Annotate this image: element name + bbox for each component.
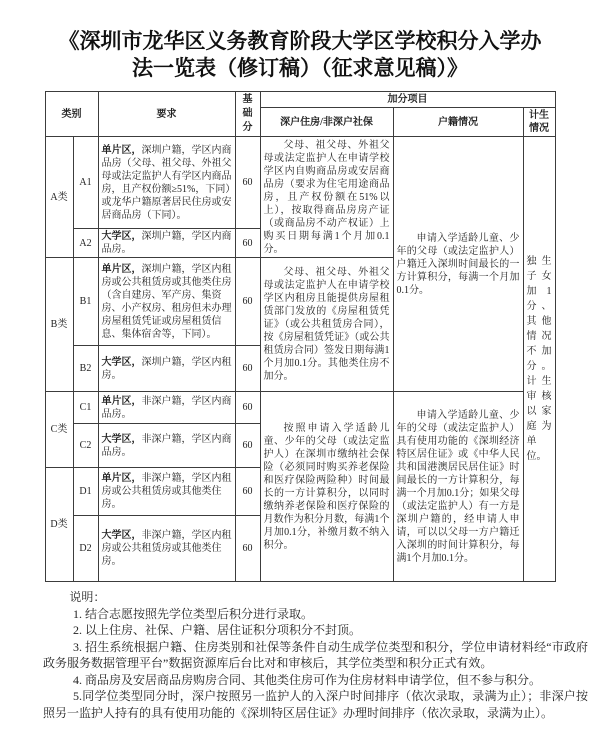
base-score-a2: 60 bbox=[235, 229, 260, 258]
note-item-3: 3. 招生系统根据户籍、住房类别和社保等条件自动生成学位类型和积分，学位申请材料经“市政府政务服务数据管理平台”数据资源库后台比对和审核后，其学位类型和积分正式有效。 bbox=[43, 639, 588, 670]
note-item-5: 5.同学位类型同分时，深户按照另一监护人的入深户时间排序（依次录取，录满为止）；非深户按照另一监护人持有的具有使用功能的《深圳特区居住证》办理时间排序（依次录取，录满为止）。 bbox=[43, 689, 588, 720]
requirement-a2 bbox=[98, 229, 235, 258]
base-score-d2: 60 bbox=[235, 516, 260, 582]
requirement-b2-text: 深圳户籍，学区内租房。 bbox=[101, 356, 232, 381]
note-item-1: 1. 结合志愿按照先学位类型后积分进行录取。 bbox=[73, 606, 314, 621]
notes-section bbox=[43, 589, 588, 721]
code-b2: B2 bbox=[73, 346, 98, 392]
page-title-line1: 《深圳市龙华区义务教育阶段大学区学校积分入学办 bbox=[58, 30, 542, 53]
header-family-planning: 计生情况 bbox=[523, 108, 555, 137]
requirement-c1-text: 非深户籍，学区内商品房。 bbox=[101, 395, 232, 420]
code-b1: B1 bbox=[73, 258, 98, 346]
requirement-b1 bbox=[98, 258, 235, 346]
header-requirement: 要求 bbox=[98, 92, 235, 137]
base-score-b1: 60 bbox=[235, 258, 260, 346]
policy-table bbox=[45, 91, 556, 582]
requirement-b1-prefix: 单片区， bbox=[101, 263, 142, 275]
requirement-c2 bbox=[98, 424, 235, 468]
header-category: 类别 bbox=[45, 92, 98, 137]
base-score-c2: 60 bbox=[235, 424, 260, 468]
header-base-score bbox=[235, 92, 260, 137]
base-score-b2: 60 bbox=[235, 346, 260, 392]
base-score-c1: 60 bbox=[235, 392, 260, 424]
family-planning-cell: 独生子女加1分、其他情况不加分。计生审核以家庭为单位。 bbox=[523, 137, 555, 582]
requirement-a2-prefix: 大学区， bbox=[101, 231, 142, 242]
base-score-a1: 60 bbox=[235, 137, 260, 229]
hukou-cell-cd: 申请入学适龄儿童、少年的父母（或法定监护人）具有使用功能的《深圳经济特区居住证》或《中华人民共和国港澳居民居住证》时间最长的一方计算积分，每满一个月加0.1分；如果父母（或法定监护人）有一方是深圳户籍的，经申请人申请，可以以父母一方户籍迁入深圳的时间计算积分，每满1个月加0.1分。 bbox=[393, 392, 523, 582]
code-a1: A1 bbox=[73, 137, 98, 229]
hukou-cell-ab: 申请入学适龄儿童、少年的父母（或法定监护人）户籍迁入深圳时间最长的一方计算积分，每满一个月加0.1分。 bbox=[393, 137, 523, 392]
requirement-d1 bbox=[98, 468, 235, 516]
notes-label: 说明： bbox=[69, 590, 106, 604]
requirement-c1 bbox=[98, 392, 235, 424]
group-label-a: A类 bbox=[45, 137, 73, 258]
code-d2: D2 bbox=[73, 516, 98, 582]
group-label-b: B类 bbox=[45, 258, 73, 392]
requirement-d2 bbox=[98, 516, 235, 582]
code-a2: A2 bbox=[73, 229, 98, 258]
requirement-c2-text: 非深户籍，学区内商品房。 bbox=[101, 433, 232, 458]
group-label-c: C类 bbox=[45, 392, 73, 468]
group-label-d: D类 bbox=[45, 468, 73, 582]
requirement-c2-prefix: 大学区， bbox=[101, 433, 142, 445]
base-score-d1: 60 bbox=[235, 468, 260, 516]
requirement-b1-text: 深圳户籍，学区内租房或公共租赁房或其他类住房（含自建房、军产房、集资房、小产权房、租房但未办理房屋租赁凭证或房屋租赁信息、集体宿舍等，下同）。 bbox=[101, 263, 232, 340]
requirement-c1-prefix: 单片区， bbox=[101, 395, 142, 407]
header-hukou: 户籍情况 bbox=[393, 108, 523, 137]
page-title-line2: 法一览表（修订稿）（征求意见稿）》 bbox=[132, 57, 468, 80]
requirement-d1-text: 非深户籍，学区内租房或公共租赁房或其他类住房。 bbox=[101, 473, 232, 510]
header-housing: 深户住房/非深户社保 bbox=[260, 108, 393, 137]
requirement-a1-text: 深圳户籍，学区内商品房（父母、祖父母、外祖父母或法定监护人有学区内商品房，且产权份额≥51%，下同）或龙华户籍原著居民住房或安居商品房（下同）。 bbox=[101, 144, 232, 221]
page-title bbox=[18, 28, 582, 82]
table-row-c1 bbox=[45, 392, 555, 424]
table-row-a1 bbox=[45, 137, 555, 229]
requirement-a1 bbox=[98, 137, 235, 229]
header-base-score-label: 基础分 bbox=[242, 94, 253, 133]
code-c2: C2 bbox=[73, 424, 98, 468]
housing-cell-cd: 按照申请入学适龄儿童、少年的父母（或法定监护人）在深圳市缴纳社会保险（必须同时购买养老保险和医疗保险两险种）时间最长的一方计算积分，以同时缴纳养老保险和医疗保险的月数作为积分月数，每满1个月加0.1分，补缴月数不纳入积分。 bbox=[260, 392, 393, 582]
requirement-b2-prefix: 大学区， bbox=[101, 356, 142, 368]
header-bonus: 加分项目 bbox=[260, 92, 555, 108]
code-c1: C1 bbox=[73, 392, 98, 424]
housing-cell-b: 父母、祖父母、外祖父母或法定监护人在申请学校学区内租房且能提供房屋租赁部门发放的《房屋租赁凭证》（或公共租赁房合同），按《房屋租赁凭证》（或公共租赁房合同）签发日期每满1个月加0.1分。其他类住房不加分。 bbox=[260, 258, 393, 392]
note-item-4: 4. 商品房及安居商品房购房合同、其他类住房可作为住房材料申请学位，但不参与积分。 bbox=[73, 672, 542, 687]
requirement-d2-text: 非深户籍，学区内租房或公共租赁房或其他类住房。 bbox=[101, 530, 232, 567]
requirement-d1-prefix: 单片区， bbox=[101, 473, 142, 484]
requirement-d2-prefix: 大学区， bbox=[101, 530, 142, 541]
code-d1: D1 bbox=[73, 468, 98, 516]
housing-cell-a: 父母、祖父母、外祖父母或法定监护人在申请学校学区内自购商品房或安居商品房（要求为住宅用途商品房，且产权份额在51%以上），按取得商品房房产证（或商品房不动产权证）上购买日期每满1个月加0.1分。 bbox=[260, 137, 393, 258]
requirement-b2 bbox=[98, 346, 235, 392]
requirement-a2-text: 深圳户籍，学区内商品房。 bbox=[101, 231, 232, 255]
requirement-a1-prefix: 单片区， bbox=[101, 144, 142, 156]
note-item-2: 2. 以上住房、社保、户籍、居住证积分项积分不封顶。 bbox=[73, 623, 362, 637]
